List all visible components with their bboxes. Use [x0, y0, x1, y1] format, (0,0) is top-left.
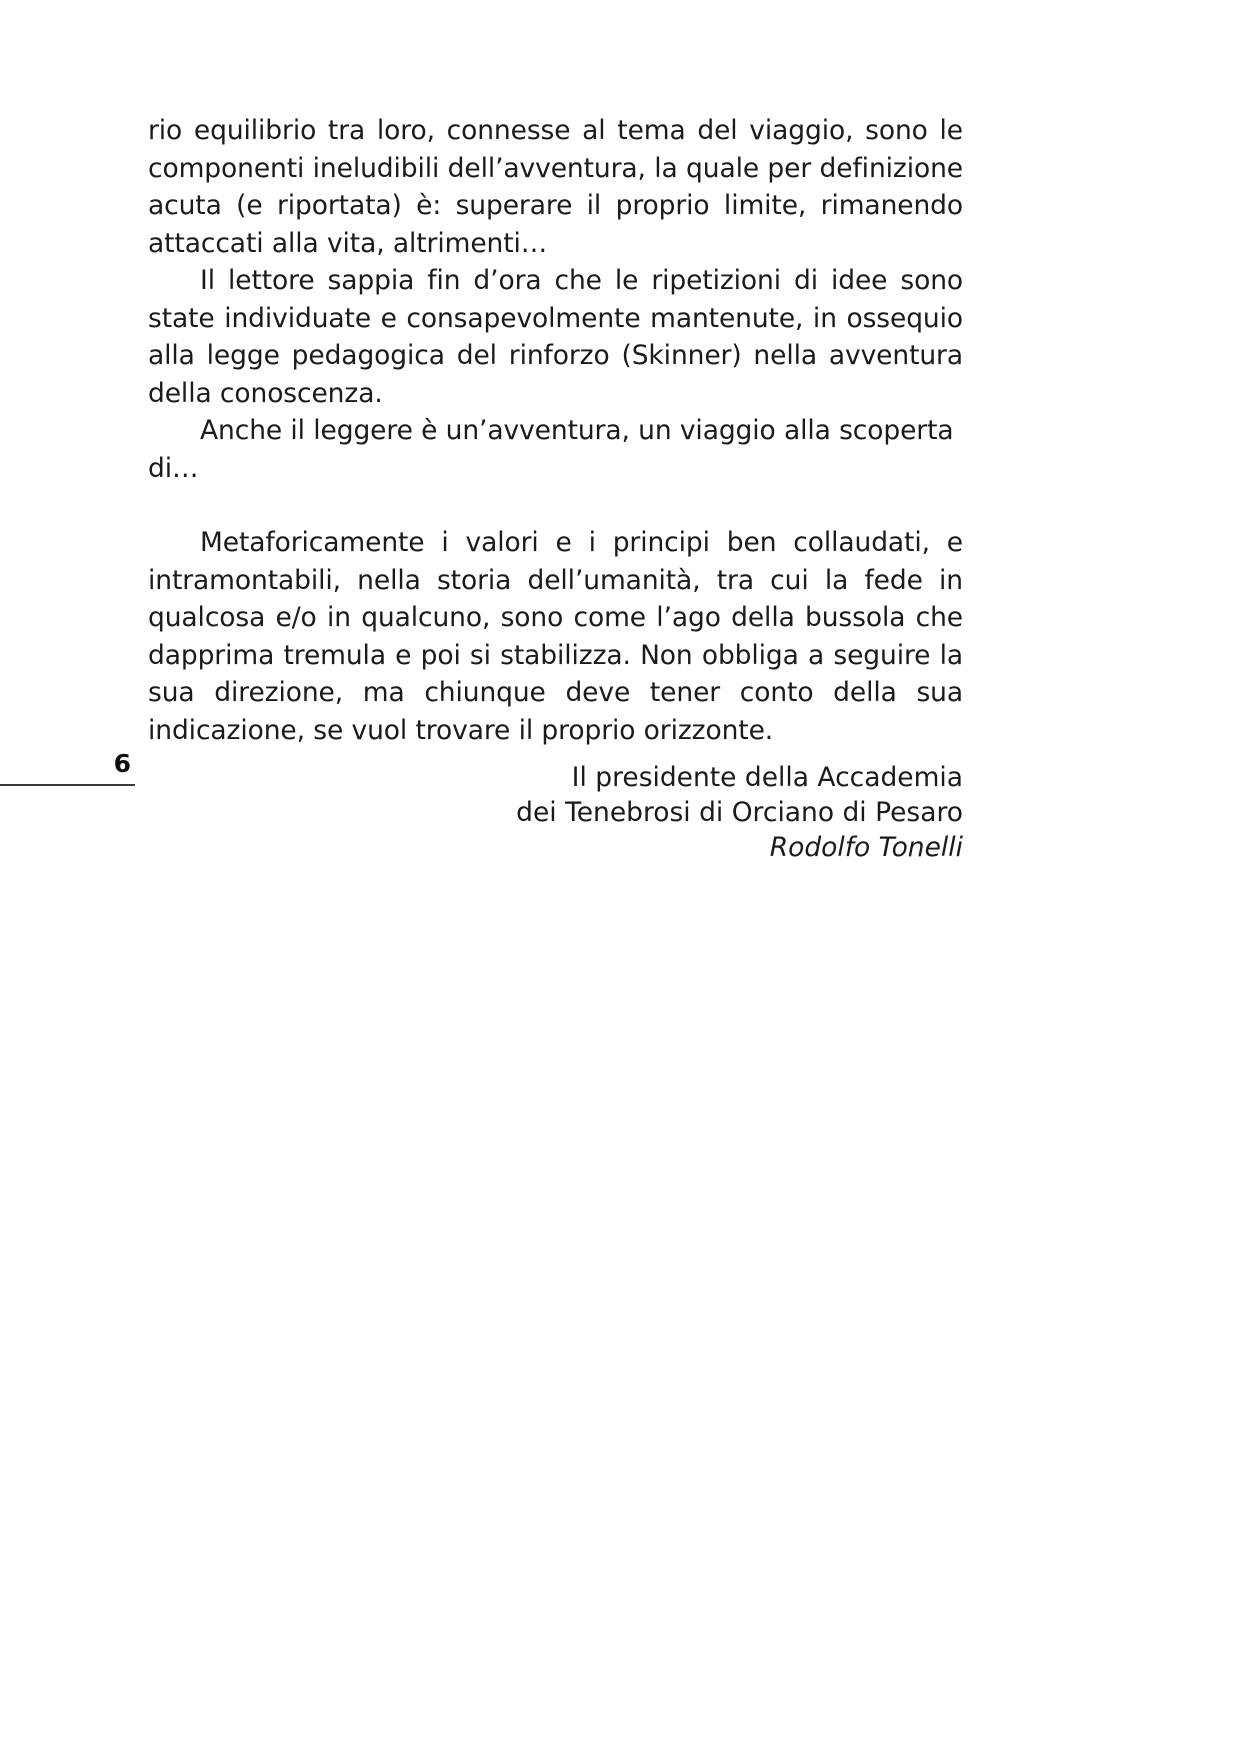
- paragraph-reader-note: Il lettore sappia fin d’ora che le ripetizioni di idee sono state individuate e consapevolmente mantenute, in ossequio alla legge pedagogica del rinforzo (Skinner) nella avventura della conoscenza.: [148, 265, 963, 409]
- signature-name: Rodolfo Tonelli: [769, 832, 963, 863]
- signature-role: Il presidente della Accademia: [571, 762, 963, 793]
- paragraph-reading-adventure: Anche il leggere è un’avventura, un viaggio alla scoperta di…: [148, 415, 954, 484]
- body-text-column: [148, 112, 963, 749]
- footer-rule: [0, 784, 135, 786]
- paragraph-spacer: [148, 487, 963, 524]
- page-number: 6: [113, 749, 131, 778]
- signature-organization: dei Tenebrosi di Orciano di Pesaro: [516, 797, 963, 828]
- paragraph-metaphor: Metaforicamente i valori e i principi ben collaudati, e intramontabili, nella storia dell’umanità, tra cui la fede in qualcosa e/o in qualcuno, sono come l’ago della bussola che dapprima tremula e poi si stabilizza. Non obbliga a seguire la sua direzione, ma chiunque deve tener conto della sua indicazione, se vuol trovare il proprio orizzonte.: [148, 527, 963, 746]
- page-footer: [0, 748, 140, 800]
- paragraph-continuation: rio equilibrio tra loro, connesse al tema del viaggio, sono le componenti ineludibili dell’avventura, la quale per definizione acuta (e riportata) è: superare il proprio limite, rimanendo attaccati alla vita, altrimenti…: [148, 115, 963, 259]
- signature-block: [148, 760, 963, 865]
